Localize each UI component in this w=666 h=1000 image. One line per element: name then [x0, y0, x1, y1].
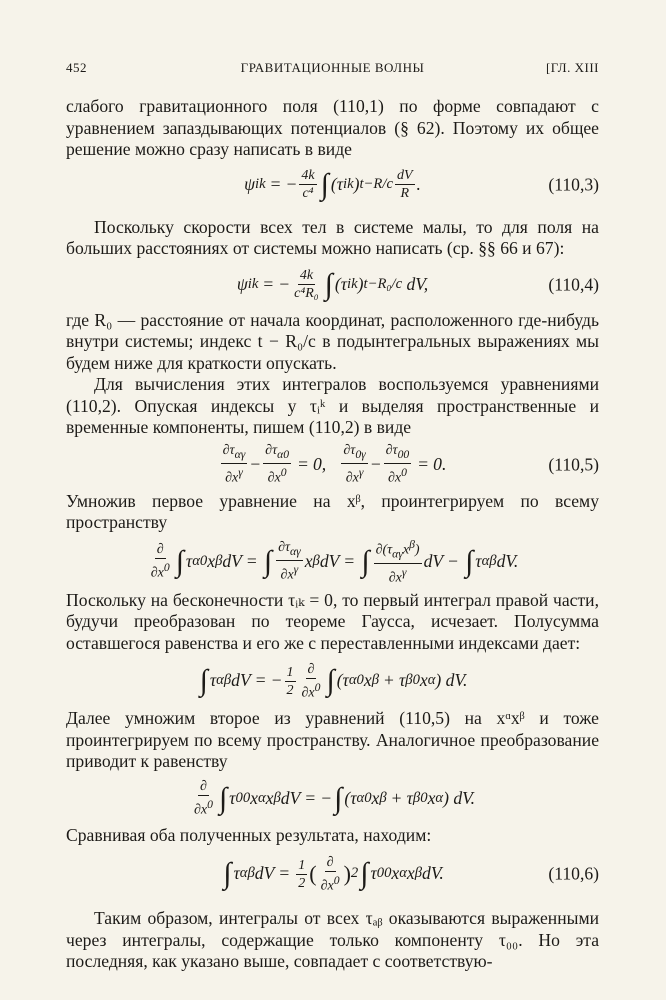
page-header: [66, 60, 599, 82]
formula: ∫ τ αβ dV = − $\frac{1}{2}$ ∂ $\partial x^0$ ∫ (τ α0 x β + τ β0 x α ) dV.: [199, 661, 468, 701]
paragraph: Для вычисления этих интегралов воспользуемся уравнениями (110,2). Опуская индексы у τᵢᵏ и выделяя пространственные и временные компоненты, пишем (110,2) в виде: [66, 374, 599, 437]
paragraph: слабого гравитационного поля (110,1) по форме совпадают с уравнением запаздывающих потенциалов (§ 62). Поэтому их общее решение можно сразу написать в виде: [66, 96, 599, 159]
paragraph: где R₀ — расстояние от начала координат, расположенного где-нибудь внутри системы; индекс t − R₀/c в подынтегральных выражениях мы будем ниже для краткости опускать.: [66, 309, 599, 373]
paragraph: Умножив первое уравнение на xᵝ, проинтегрируем по всему пространству: [66, 490, 599, 532]
paragraph: Таким образом, интегралы от всех τₐᵦ оказываются выраженными через интегралы, содержащие только компоненту τ₀₀. Но эта последняя, как указано выше, совпадает с соответствую-: [66, 908, 599, 971]
equation-110-3: [66, 161, 599, 209]
paragraph: Поскольку на бесконечности τᵢₖ = 0, то первый интеграл правой части, будучи преобразован по теореме Гаусса, исчезает. Полусумма оставшегося равенства и его же с переставленными индексами дает:: [66, 589, 599, 653]
equation-number: (110,4): [548, 273, 599, 294]
page-body: [66, 96, 599, 973]
formula: ψ i k = − $\frac{4k}{\text{c⁴}}$ ∫ (τ i k ) t−R/c dV R .: [244, 167, 421, 201]
equation-half-sum: [66, 654, 599, 708]
formula: ∂ $\partial x^0$ ∫ τ 00 x α x β dV = − ∫ (τ α0 x β + τ β0 x α ) dV.: [193, 779, 476, 818]
equation-number: (110,5): [548, 453, 599, 474]
equation-110-4: [66, 260, 599, 310]
equation-integral-identity: [66, 534, 599, 590]
equation-number: (110,3): [548, 173, 599, 194]
paragraph: Далее умножим второе из уравнений (110,5) на xᵅxᵝ и тоже проинтегрируем по всему пространству. Аналогичное преобразование приводит к равенству: [66, 708, 599, 771]
formula: ∂ $\partial x^0$ ∫ τ α0 x β dV = ∫ $\partial\tau_{\alpha\gamma}$ $\partial x^\gamma$ x β dV = ∫ $\partial(\tau_{\alpha\gamma}x^\beta)$ $\partial x^\gamma$ dV − ∫ τ αβ dV.: [150, 538, 519, 586]
chapter-label: [ГЛ. XIII: [545, 60, 599, 75]
running-title: ГРАВИТАЦИОННЫЕ ВОЛНЫ: [240, 60, 425, 75]
formula: ψ i k = − $\frac{4k}{\text{c⁴R₀}}$ ∫ (τ i k ) t−R₀/c dV,: [236, 267, 429, 301]
equation-second: [66, 773, 599, 825]
paragraph: Поскольку скорости всех тел в системе малы, то для поля на больших расстояниях от системы можно написать (ср. §§ 66 и 67):: [66, 216, 599, 258]
page-number: 452: [66, 60, 87, 75]
equation-110-6: [66, 846, 599, 902]
formula: ∫ τ αβ dV = $\frac{1}{2}$ ( ∂ $\partial x^0$ ) 2 ∫ τ 00 x α x β dV.: [223, 854, 444, 894]
equation-110-5: [66, 439, 599, 491]
paragraph: Сравнивая оба полученных результата, находим:: [66, 824, 432, 845]
formula: $\partial\tau_{\alpha\gamma}$ $\partial x^\gamma$ − $\frac{\partial\tau_{\alpha 0}}{\partial x^0}$ = 0, $\frac{\partial\tau_{0\gamma}}{\partial x^\gamma}$ − $\frac{\partial\tau_{00}}{\partial x^0}$ = 0.: [222, 443, 447, 486]
equation-number: (110,6): [548, 863, 599, 884]
